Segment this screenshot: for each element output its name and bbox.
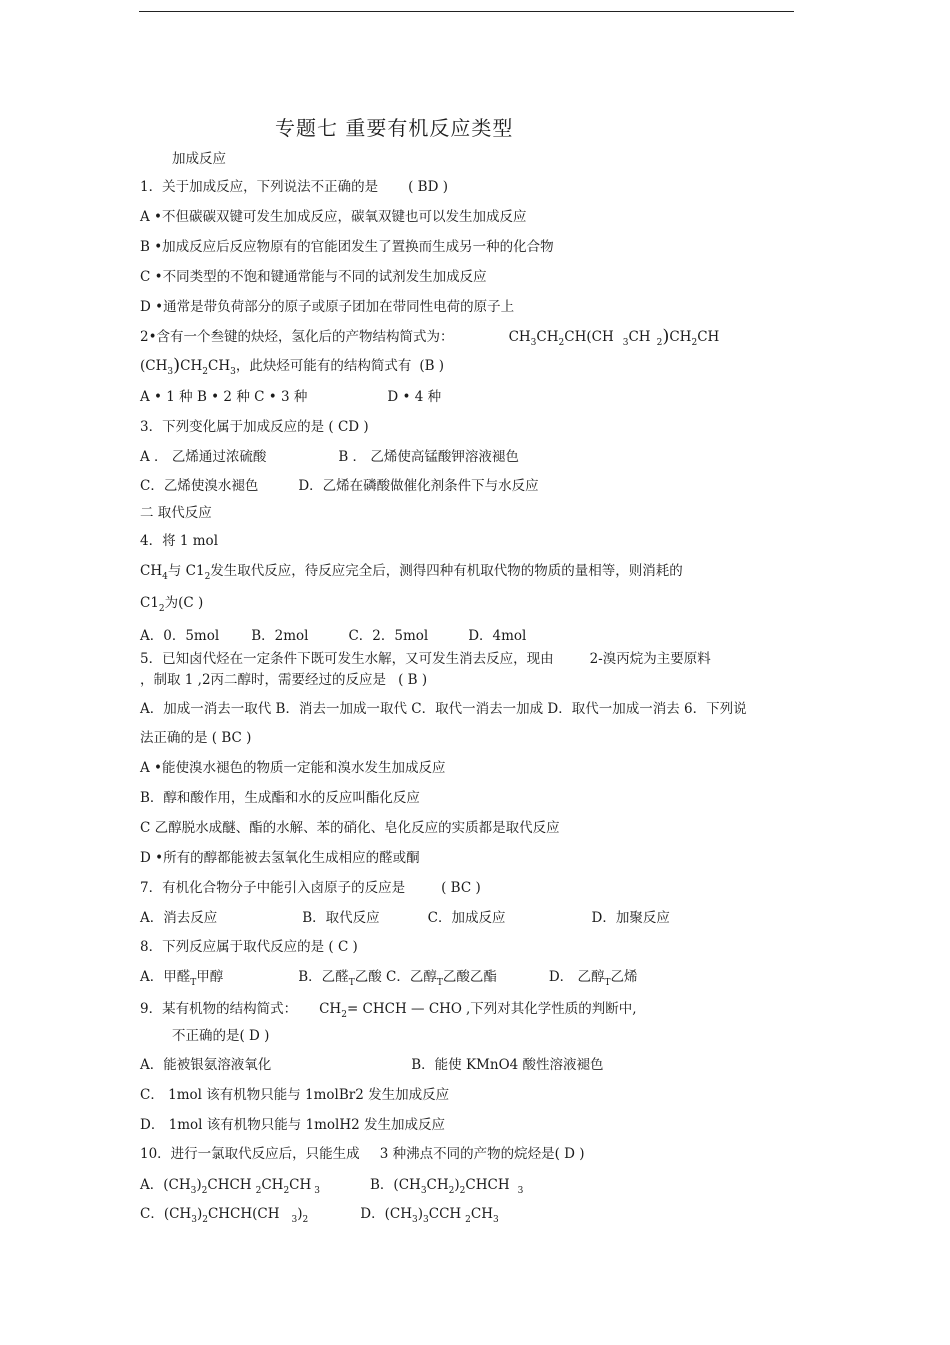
question-3-options-ab: A ． 乙烯通过浓硫酸 B ． 乙烯使高锰酸钾溶液褪色	[140, 449, 519, 465]
question-8-options: A．甲醛$_T$甲醇 B．乙醛$_T$乙酸 C．乙醇$_T$乙酸乙酯 D． 乙醇$_T$乙烯	[140, 969, 638, 988]
question-1-option-b: B •加成反应后反应物原有的官能团发生了置换而生成另一种的化合物	[140, 239, 554, 255]
question-2-options: A • 1 种 B • 2 种 C • 3 种 D • 4 种	[140, 389, 442, 405]
question-10-options-cd: C．$(CH_3)_2CHCH(CH$ $_3)_2$ D．$(CH_3)_3CCH$ $_2CH_3$	[140, 1206, 499, 1225]
question-text: 2•含有一个叁键的炔烃，氢化后的产物结构简式为：	[140, 329, 454, 345]
question-1-option-d: D •通常是带负荷部分的原子或原子团加在带同性电荷的原子上	[140, 299, 515, 315]
question-10-options-ab: A．$(CH_3)_2CHCH$ $_2CH_2CH$ $_3$ B．$(CH_3CH_2)_2CHCH$ $_3$	[140, 1177, 524, 1196]
question-1-option-c: C •不同类型的不饱和键通常能与不同的试剂发生加成反应	[140, 269, 487, 285]
answer-text: ( BD )	[408, 179, 448, 195]
question-5-line-2: ，制取 1 ,2丙二醇时，需要经过的反应是 ( B )	[140, 672, 428, 688]
question-9-options-ab: A．能被银氨溶液氧化 B．能使 KMnO4 酸性溶液褪色	[140, 1057, 604, 1073]
question-1-stem	[140, 178, 448, 196]
question-5-options: A．加成一消去一取代 B．消去一加成一取代 C．取代一消去一加成 D．取代一加成一消去 6．下列说	[140, 701, 747, 717]
header-rule	[139, 11, 794, 12]
question-9-option-d: D． 1mol 该有机物只能与 1molH2 发生加成反应	[140, 1117, 446, 1133]
question-text: 1．关于加成反应，下列说法不正确的是	[140, 179, 379, 195]
question-5-stem: 5．已知卤代烃在一定条件下既可发生水解，又可发生消去反应，现由 2-溴丙烷为主要原料	[140, 651, 711, 667]
question-3-options-cd: C．乙烯使溴水褪色 D．乙烯在磷酸做催化剂条件下与水反应	[140, 478, 539, 494]
question-9-stem: 9．某有机物的结构简式： $CH_2=$ CHCH — CHO ,下列对其化学性质的判断中,	[140, 1001, 637, 1020]
section-heading-substitution: 二 取代反应	[140, 505, 212, 521]
question-2-line-2: $(CH_3)CH_2CH_3$，此炔烃可能有的结构简式有 (B )	[140, 355, 445, 377]
question-6-stem: 法正确的是 ( BC )	[140, 730, 252, 746]
question-4-options: A．0．5mol B．2mol C．2．5mol D．4mol	[140, 628, 527, 644]
page-title: 专题七 重要有机反应类型	[275, 116, 514, 140]
question-6-option-a: A •能使溴水褪色的物质一定能和溴水发生加成反应	[140, 760, 446, 776]
question-7-stem: 7．有机化合物分子中能引入卤原子的反应是 ( BC )	[140, 880, 481, 896]
answer-text: ( BC )	[441, 880, 481, 896]
question-9-line-2: 不正确的是( D )	[172, 1028, 270, 1044]
question-2-stem	[140, 328, 719, 352]
question-4-line-2: $CH_4$与 $C1_2$发生取代反应，待反应完全后，测得四种有机取代物的物质的量相等，则消耗的	[140, 563, 683, 582]
question-7-options: A．消去反应 B．取代反应 C．加成反应 D．加聚反应	[140, 910, 670, 926]
answer-text: (B )	[419, 358, 445, 374]
question-6-option-d: D •所有的醇都能被去氢氧化生成相应的醛或酮	[140, 850, 420, 866]
question-1-option-a: A •不但碳碳双键可发生加成反应，碳氧双键也可以发生加成反应	[140, 209, 527, 225]
section-heading-addition: 加成反应	[172, 151, 226, 167]
question-8-stem: 8．下列反应属于取代反应的是 ( C )	[140, 939, 358, 955]
structure-formula: $CH_3CH_2CH(CH$ $_3$CH $_2)CH_2CH$	[508, 326, 720, 348]
question-6-option-b: B．醇和酸作用，生成酯和水的反应叫酯化反应	[140, 790, 420, 806]
answer-text: ( B )	[398, 672, 428, 688]
question-6-option-c: C 乙醇脱水成醚、酯的水解、苯的硝化、皂化反应的实质都是取代反应	[140, 820, 560, 836]
question-10-stem: 10．进行一氯取代反应后，只能生成 3 种沸点不同的产物的烷烃是( D )	[140, 1146, 585, 1162]
question-3-stem: 3．下列变化属于加成反应的是 ( CD )	[140, 419, 369, 435]
question-9-option-c: C． 1mol 该有机物只能与 1molBr2 发生加成反应	[140, 1087, 450, 1103]
question-4-line-3: $C1_2$为(C )	[140, 595, 204, 614]
question-4-stem: 4．将 1 mol	[140, 533, 219, 549]
